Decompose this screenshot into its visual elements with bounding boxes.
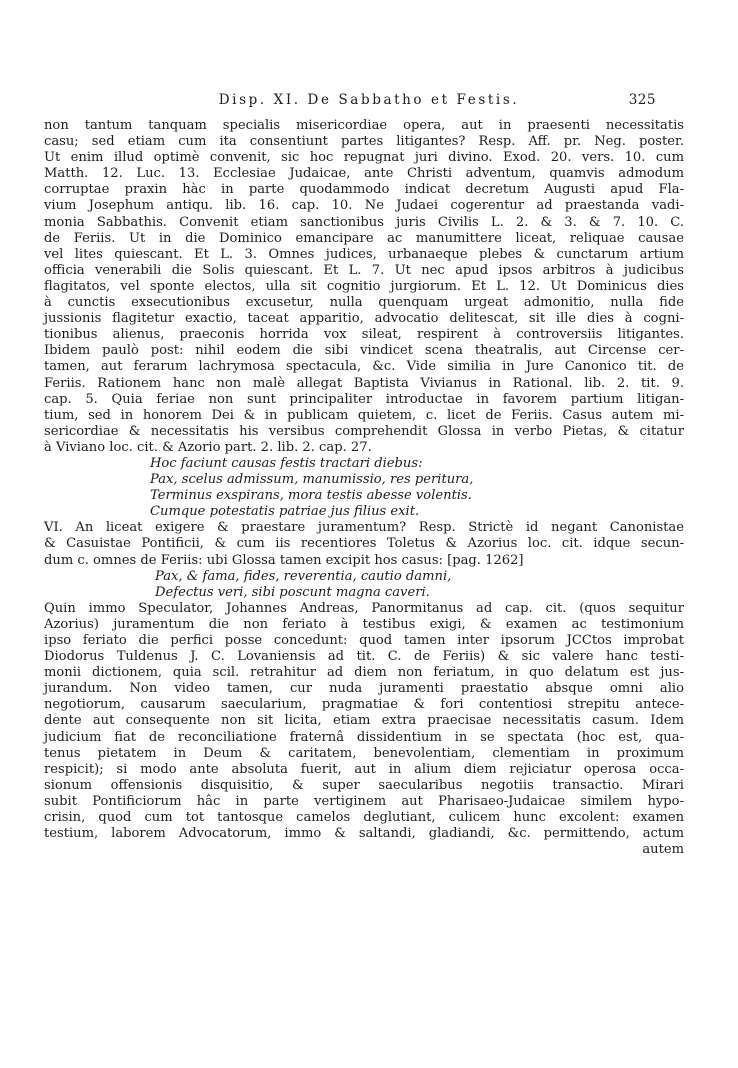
body-text bbox=[44, 118, 684, 858]
text-line: crisin, quod cum tot tantosque camelos deglutiant, culicem hunc excolent: examen bbox=[44, 810, 684, 826]
text-line: dente aut consequente non sit licita, etiam extra praecisae necessitatis casum. Idem bbox=[44, 713, 684, 729]
text-line: judicium fiat de reconciliatione fraternâ dissidentium in se spectata (hoc est, qua- bbox=[44, 729, 684, 745]
text-line: tium, sed in honorem Dei & in publicam quietem, c. licet de Feriis. Casus autem mi- bbox=[44, 407, 684, 423]
text-line: de Feriis. Ut in die Dominico emancipare ac manumittere liceat, reliquae causae bbox=[44, 230, 684, 246]
text-line: tamen, aut ferarum lachrymosa spectacula, &c. Vide similia in Jure Canonico tit. de bbox=[44, 359, 684, 375]
verse-line: Terminus exspirans, mora testis abesse volentis. bbox=[150, 488, 472, 504]
text-line: Matth. 12. Luc. 13. Ecclesiae Judaicae, ante Christi adventum, quamvis admodum bbox=[44, 166, 684, 182]
text-line: ipso feriato die perfici posse concedunt: quod tamen inter ipsorum JCCtos improbat bbox=[44, 633, 684, 648]
running-title: Disp. XI. De Sabbatho et Festis. bbox=[218, 92, 520, 108]
text-line: corruptae praxin hàc in parte quodammodo indicat decretum Augusti apud Fla- bbox=[44, 182, 684, 198]
text-line: monii dictionem, quia scil. retrahitur ad diem non feriatum, in quo delatum est jus- bbox=[44, 665, 684, 681]
text-line: Quin immo Speculator, Johannes Andreas, Panormitanus ad cap. cit. (quos sequitur bbox=[44, 600, 684, 616]
running-head bbox=[0, 92, 738, 110]
verse-line: Hoc faciunt causas festis tractari diebus: bbox=[150, 455, 423, 471]
text-line: cap. 5. Quia feriae non sunt principaliter introductae in favorem partium litigan- bbox=[44, 391, 684, 407]
text-line: subit Pontificiorum hâc in parte vertiginem aut Pharisaeo-Judaicae similem hypo- bbox=[44, 793, 684, 809]
text-line: jurandum. Non video tamen, cur nuda juramenti praestatio absque omni alio bbox=[44, 681, 684, 697]
catchword: autem bbox=[642, 842, 684, 858]
text-line: Diodorus Tuldenus J. C. Lovaniensis ad tit. C. de Feriis) & sic valere hanc testi- bbox=[44, 649, 684, 665]
text-line: à Viviano loc. cit. & Azorio part. 2. lib. 2. cap. 27. bbox=[44, 439, 372, 455]
page-number: 325 bbox=[628, 92, 656, 108]
text-line: & Casuistae Pontificii, & cum iis recentiores Toletus & Azorius loc. cit. idque secun- bbox=[44, 536, 684, 552]
text-line: Ut enim illud optimè convenit, sic hoc repugnat juri divino. Exod. 20. vers. 10. cum bbox=[44, 150, 684, 166]
text-line: tenus pietatem in Deum & caritatem, benevolentiam, clementiam in proximum bbox=[44, 745, 684, 761]
text-line: flagitatos, vel sponte electos, ulla sit cognitio jurgiorum. Et L. 12. Ut Dominicus dies bbox=[44, 278, 684, 294]
text-line: Ibidem paulò post: nihil eodem die sibi vindicet scena theatralis, aut Circense cer- bbox=[44, 343, 684, 359]
text-line: jussionis flagitetur exactio, taceat apparitio, advocatio delitescat, sit ille dies à cogni- bbox=[44, 311, 684, 327]
text-line: tionibus alienus, praeconis horrida vox sileat, respirent à controversiis litigantes. bbox=[44, 327, 684, 343]
verse-line: Pax, scelus admissum, manumissio, res peritura, bbox=[150, 472, 474, 488]
text-line: respicit); si modo ante absoluta fuerit, aut in alium diem rejiciatur operosa occa- bbox=[44, 761, 684, 777]
text-line: sionum offensionis disquisitio, & super saecularibus negotiis transactio. Mirari bbox=[44, 777, 684, 793]
text-line: testium, laborem Advocatorum, immo & saltandi, gladiandi, &c. permittendo, actum bbox=[44, 826, 684, 842]
text-line: vel lites quiescant. Et L. 3. Omnes judices, urbanaeque plebes & cunctarum artium bbox=[44, 246, 684, 262]
text-line: officia venerabili die Solis quiescant. Et L. 7. Ut nec apud ipsos arbitros à judicibus bbox=[44, 262, 684, 278]
text-line: negotiorum, causarum saecularium, pragmatiae & fori contentiosi strepitu antece- bbox=[44, 697, 684, 713]
text-line: Azorius) juramentum die non feriato à testibus exigi, & examen ac testimonium bbox=[44, 616, 684, 632]
text-line: vium Josephum antiqu. lib. 16. cap. 10. Ne Judaei cogerentur ad praestanda vadi- bbox=[44, 198, 684, 214]
verse-line: Pax, & fama, fides, reverentia, cautio damni, bbox=[155, 568, 452, 584]
verse-line: Cumque potestatis patriae jus filius exit. bbox=[150, 504, 420, 520]
text-line: casu; sed etiam cum ita consentiunt partes litigantes? Resp. Aff. pr. Neg. poster. bbox=[44, 134, 684, 150]
text-line: Feriis. Rationem hanc non malè allegat Baptista Vivianus in Rational. lib. 2. tit. 9. bbox=[44, 375, 684, 391]
verse-line: Defectus veri, sibi poscunt magna caveri. bbox=[155, 584, 430, 600]
text-line: VI. An liceat exigere & praestare juramentum? Resp. Strictè id negant Canonistae bbox=[44, 520, 684, 536]
text-line: monia Sabbathis. Convenit etiam sanctionibus juris Civilis L. 2. & 3. & 7. 10. C. bbox=[44, 214, 684, 230]
text-line: non tantum tanquam specialis misericordiae opera, aut in praesenti necessitatis bbox=[44, 118, 684, 133]
text-line: dum c. omnes de Feriis: ubi Glossa tamen excipit hos casus: [pag. 1262] bbox=[44, 552, 524, 568]
text-line: à cunctis exsecutionibus excusetur, nulla quenquam urgeat admonitio, nulla fide bbox=[44, 295, 684, 311]
text-line: sericordiae & necessitatis his versibus comprehendit Glossa in verbo Pietas, & citatur bbox=[44, 423, 684, 439]
